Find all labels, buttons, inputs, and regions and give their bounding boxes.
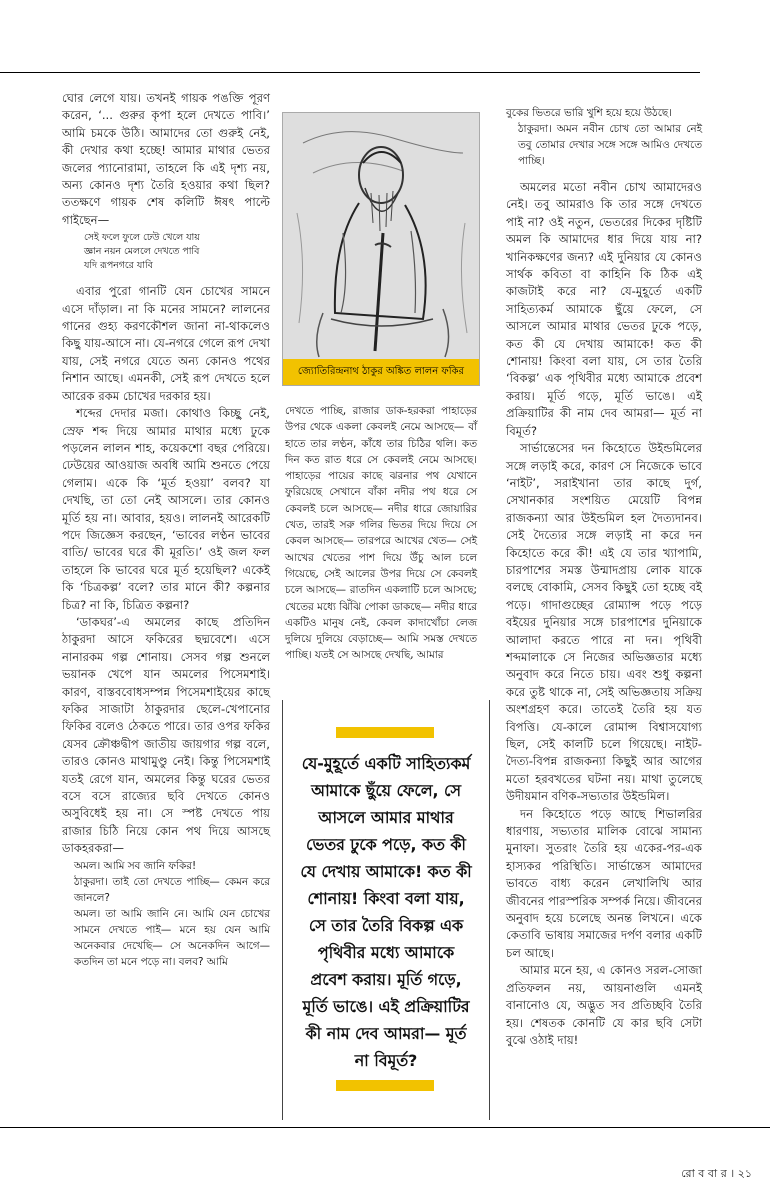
verse-line: সেই ফলে ফুলে ঢেউ খেলে যায় — [84, 232, 200, 244]
dialogue-line: অমল। তা আমি জানি নে। আমি যেন চোখের সামনে দেখতে পাই— মনে হয় যেন আমি অনেকবার দেখেছি— সে অনেকদিন আগে— কতদিন তা মনে পড়ে না। বলব? আমি — [74, 907, 270, 968]
left-column — [62, 90, 270, 970]
paragraph: ‘ডাকঘর’-এ অমলের কাছে প্রতিদিন ঠাকুরদা আসে ফকিরের ছদ্মবেশে। এসে নানারকম গল্প শোনায়। সেসব গল্প শুনলে ভয়ানক খেপে যান অমলের পিসেমশাই। কারণ, বাস্তববোধসম্পন্ন পিসেমশাইয়ের কাছে ফকির সাজাটা ঠাকুরদার ছেলে-খেপানোর ফিকির বলেও ঠেকতে পারে। তার ওপর ফকির যেসব ক্রৌঞ্চদ্বীপ জাতীয় জায়গার গল্প বলে, তারও কোনও মাথামুণ্ডু নেই। কিন্তু পিসেমশাই যতই রেগে যান, অমলের কিন্তু ঘরের ভেতর বসে বসে রাজ্যের ছবি দেখতে কোনও অসুবিধেই হয় না। সে স্পষ্ট দেখতে পায় রাজার চিঠি নিয়ে কোন পথ দিয়ে আসছে ডাকহরকরা— — [62, 614, 270, 856]
pull-quote-bottom-bar — [336, 1080, 434, 1091]
figure-caption: জ্যোতিরিন্দ্রনাথ ঠাকুর অঙ্কিত লালন ফকির — [283, 359, 479, 385]
top-rule — [0, 72, 700, 73]
sketch-portrait-icon — [283, 113, 479, 359]
dialogue-line: ঠাকুরদা। তাই তো দেখতে পাচ্ছি— কেমন করে জানলে? — [74, 875, 270, 904]
right-column — [506, 105, 702, 1049]
paragraph: এবার পুরো গানটি যেন চোখের সামনে এসে দাঁড়াল। না কি মনের সামনে? লালনের গানের গুহ্য করণকৌশল জানা না-থাকলেও কিছু যায়-আসে না। যে-নগরে গেলে রূপ দেখা যায়, সেই নগরে যেতে অন্য কোনও পথের নিশান আছে। এমনকী, সেই রূপ দেখতে হলে আরেক রকম চোখের দরকার হয়। — [62, 284, 270, 403]
dialogue-line: বুকের ভিতরে ভারি খুশি হয়ে হয়ে উঠছে। — [506, 107, 672, 119]
paragraph: ঘোর লেগে যায়। তখনই গায়ক পঙক্তি পূরণ করেন, ‘... গুরুর কৃপা হলে দেখতে পাবি।’ আমি চমকে উঠি। আমাদের তো গুরুই নেই, কী দেখার কথা হচ্ছে! আমার মাথার ভেতর জলের প্যানোরামা, তাহলে কি এই দৃশ্য নয়, অন্য কোনও দৃশ্য তৈরি হওয়ার কথা ছিল? ততক্ষণে গায়ক শেষ কলিটি ঈষৎ পাল্টে গাইছেন— — [62, 91, 270, 227]
pull-quote-top-bar — [336, 727, 434, 738]
song-verse — [62, 231, 270, 273]
paragraph: শব্দের দেদার মজা। কোথাও কিচ্ছু নেই, স্রেফ শব্দ দিয়ে আমার মাথার মধ্যে ঢুকে পড়লেন লালন শাহ, কয়েকশো বছর পেরিয়ে। ঢেউয়ের আওয়াজ অবধি আমি শুনতে পেয়ে গেলাম। একে কি ‘মূর্ত হওয়া’ বলব? যা দেখছি, তা তো নেই আসলে। তার কোনও মূর্তি হয় না। আবার, হয়ও। লালনই আরেকটি পদে জিজ্ঞেস করছেন, ‘ভাবের লণ্ঠন ভাবের বাতি/ ভাবের ঘরে কী মূরতি।’ ওই জল ফল তাহলে কি ভাবের ঘরে মূর্ত হয়েছিল? একেই কি ‘চিত্রকল্প’ বলে? তার মানে কী? কল্পনার চিত্র? না কি, চিত্রিত কল্পনা? — [62, 406, 270, 612]
paragraph: সার্ভান্তেসের দন কিহোতে উইন্ডমিলের সঙ্গে লড়াই করে, কারণ সে নিজেকে ভাবে ‘নাইট’, সরাইখানা তার কাছে দুর্গ, সেখানকার সংশয়িত মেয়েটি বিপন্ন রাজকন্যা আর উইন্ডমিল হল দৈত্যদানব। সেই দৈত্যের সঙ্গে লড়াই না করে দন কিহোতে করে কী! এই যে তার খ্যাপামি, চারপাশের সমস্ত উন্মাদপ্রায় লোক যাকে বলছে বোকামি, সেসব কিছুই তো হচ্ছে বই পড়ে। গাদাগুচ্ছের রোম্যান্স পড়ে পড়ে বইয়ের দুনিয়ার সঙ্গে চারপাশের দুনিয়াকে আলাদা করতে পারে না দন। পৃথিবী শব্দমালাকে সে নিজের অভিজ্ঞতার মধ্যে অনুবাদ করে নিতে চায়। এবং শুধু কল্পনা করে তুষ্ট থাকে না, সেই অভিজ্ঞতায় সক্রিয় অংশগ্রহণ করে। তাতেই তৈরি হয় যত বিপত্তি। যে-কালে রোমান্স বিশ্বাসযোগ্য ছিল, সেই কালটি চলে গিয়েছে। নাইট-দৈত্য-বিপন্ন রাজকন্যা কিছুই আর আগের মতো হরবখতের ঘটনা নয়। মাথা তুলেছে উদীয়মান বণিক-সভ্যতার উইন্ডমিল। — [506, 441, 702, 804]
pull-quote: যে-মুহূর্তে একটি সাহিত্যকর্ম আমাকে ছুঁয়ে ফেলে, সে আসলে আমার মাথার ভেতর ঢুকে পড়ে, কত কী যে দেখায় আমাকে! কত কী শোনায়! কিংবা বলা যায়, সে তার তৈরি বিকল্প এক পৃথিবীর মধ্যে আমাকে প্রবেশ করায়। মূর্তি গড়ে, মূর্তি ভাঙে। এই প্রক্রিয়াটির কী নাম দেব আমরা— মূর্ত না বিমূর্ত? — [300, 754, 472, 1070]
verse-line: যদি রূপনগরে যাবি — [84, 260, 153, 272]
verse-line: জ্ঞান নয়ন মেললে দেখতে পাবি — [84, 246, 200, 258]
dialogue-continuation: দেখতে পাচ্ছি, রাজার ডাক-হরকরা পাহাড়ের উপর থেকে একলা কেবলই নেমে আসছে— বাঁ হাতে তার লণ্ঠন, কাঁধে তার চিঠির থলি। কত দিন কত রাত ধরে সে কেবলই নেমে আসছে। পাহাড়ের পায়ের কাছে ঝরনার পথ যেখানে ফুরিয়েছে সেখানে বাঁকা নদীর পথ ধরে সে কেবলই চলে আসছে— নদীর ধারে জোয়ারির খেত, তারই সরু গলির ভিতর দিয়ে দিয়ে সে কেবল আসছে— তারপরে আখের খেত— সেই আখের খেতের পাশ দিয়ে উঁচু আল চলে গিয়েছে, সেই আলের উপর দিয়ে সে কেবলই চলে আসছে— রাতদিন একলাটি চলে আসছে; খেতের মধ্যে ঝিঁঝি পোকা ডাকছে— নদীর ধারে একটিও মানুষ নেই, কেবল কাদাখোঁচা লেজ দুলিয়ে দুলিয়ে বেড়াচ্ছে— আমি সমস্ত দেখতে পাচ্ছি। যতই সে আসছে দেখছি, আমার — [285, 405, 477, 662]
paragraph: দন কিহোতে পড়ে আছে শিভালরির ধারণায়, সভ্যতার মালিক বোঝে সামান্য মুনাফা। সুতরাং তৈরি হয় একের-পর-এক হাস্যকর পরিস্থিতি। সার্ভান্তেস আমাদের ভাবতে বাধ্য করেন লেখালিখি আর জীবনের পারস্পরিক সম্পর্ক নিয়ে। জীবনের অনুবাদ হয়ে চলেছে অনন্ত লিখনে। একে কেতাবি ভাষায় সমাজের দর্পণ বলার একটি চল আছে। — [506, 806, 702, 960]
page-folio: রো ব বা র । ২১ — [681, 1167, 752, 1180]
portrait-figure — [282, 112, 480, 386]
column-divider — [282, 700, 283, 1120]
dialogue-line: অমল। আমি সব জানি ফকির! — [74, 859, 197, 872]
column-divider — [489, 700, 490, 1120]
paragraph: আমার মনে হয়, এ কোনও সরল-সোজা প্রতিফলন নয়, আয়নাগুলি এমনই বানানোও যে, অদ্ভুত সব প্রতিচ্ছবি তৈরি হয়। শেষতক কোনটি যে কার ছবি সেটা বুঝে ওঠাই দায়! — [506, 963, 702, 1047]
paragraph: অমলের মতো নবীন চোখ আমাদেরও নেই। তবু আমরাও কি তার সঙ্গে দেখতে পাই না? ওই নতুন, ভেতরের দিকের দৃষ্টিটি অমল কি আমাদের ধার দিয়ে যায় না? খানিকক্ষণের জন্য? এই দুনিয়ার যে কোনও সার্থক কবিতা বা কাহিনি কি ঠিক এই কাজটাই করে না? যে-মুহূর্তে একটি সাহিত্যকর্ম আমাকে ছুঁয়ে ফেলে, সে আসলে আমার মাথার ভেতর ঢুকে পড়ে, কত কী যে দেখায় আমাকে! কত কী শোনায়! কিংবা বলা যায়, সে তার তৈরি ‘বিকল্প’ এক পৃথিবীর মধ্যে আমাকে প্রবেশ করায়। মূর্তি গড়ে, মূর্তি ভাঙে। এই প্রক্রিয়াটির কী নাম দেব আমরা— মূর্ত না বিমূর্ত? — [506, 180, 702, 438]
bottom-rule — [0, 1127, 770, 1128]
dialogue-line: ঠাকুরদা। অমন নবীন চোখ তো আমার নেই তবু তোমার দেখার সঙ্গে সঙ্গে আমিও দেখতে পাচ্ছি। — [518, 123, 702, 167]
middle-column — [285, 403, 477, 664]
